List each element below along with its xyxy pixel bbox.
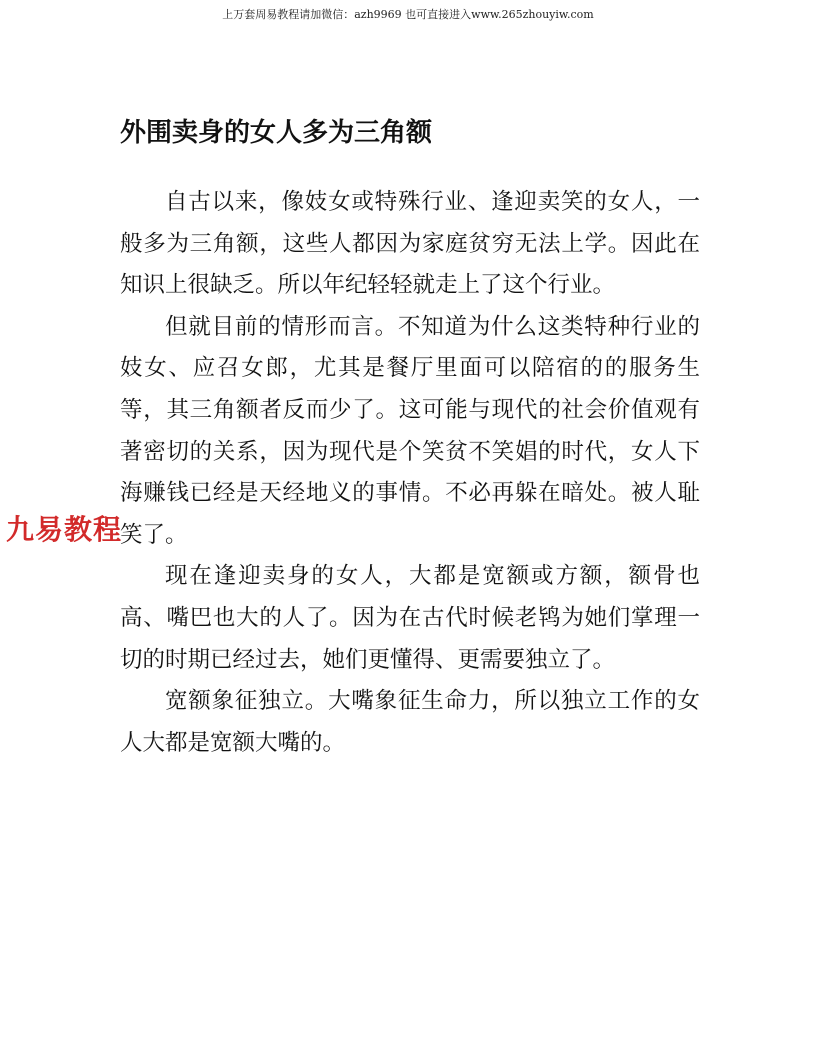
page-title: 外围卖身的女人多为三角额 xyxy=(120,118,433,148)
paragraph-3: 现在逢迎卖身的女人，大都是宽额或方额，额骨也高、嘴巴也大的人了。因为在古代时候老鸨为她们掌理一切的时期已经过去，她们更懂得、更需要独立了。 xyxy=(120,563,700,673)
paragraph-1: 自古以来，像妓女或特殊行业、逢迎卖笑的女人，一般多为三角额，这些人都因为家庭贫穷无法上学。因此在知识上很缺乏。所以年纪轻轻就走上了这个行业。 xyxy=(120,189,700,299)
top-banner: 上万套周易教程请加微信：azh9969 也可直接进入www.265zhouyiw.com xyxy=(222,8,594,21)
watermark-logo: 九易教程 xyxy=(6,513,123,546)
paragraph-2: 但就目前的情形而言。不知道为什么这类特种行业的妓女、应召女郎，尤其是餐厅里面可以陪宿的的服务生等，其三角额者反而少了。这可能与现代的社会价值观有著密切的关系，因为现代是个笑贫不笑娼的时代，女人下海赚钱已经是天经地义的事情。不必再躲在暗处。被人耻笑了。 xyxy=(120,313,700,548)
article-body xyxy=(120,182,700,764)
paragraph-4: 宽额象征独立。大嘴象征生命力，所以独立工作的女人大都是宽额大嘴的。 xyxy=(120,688,700,756)
